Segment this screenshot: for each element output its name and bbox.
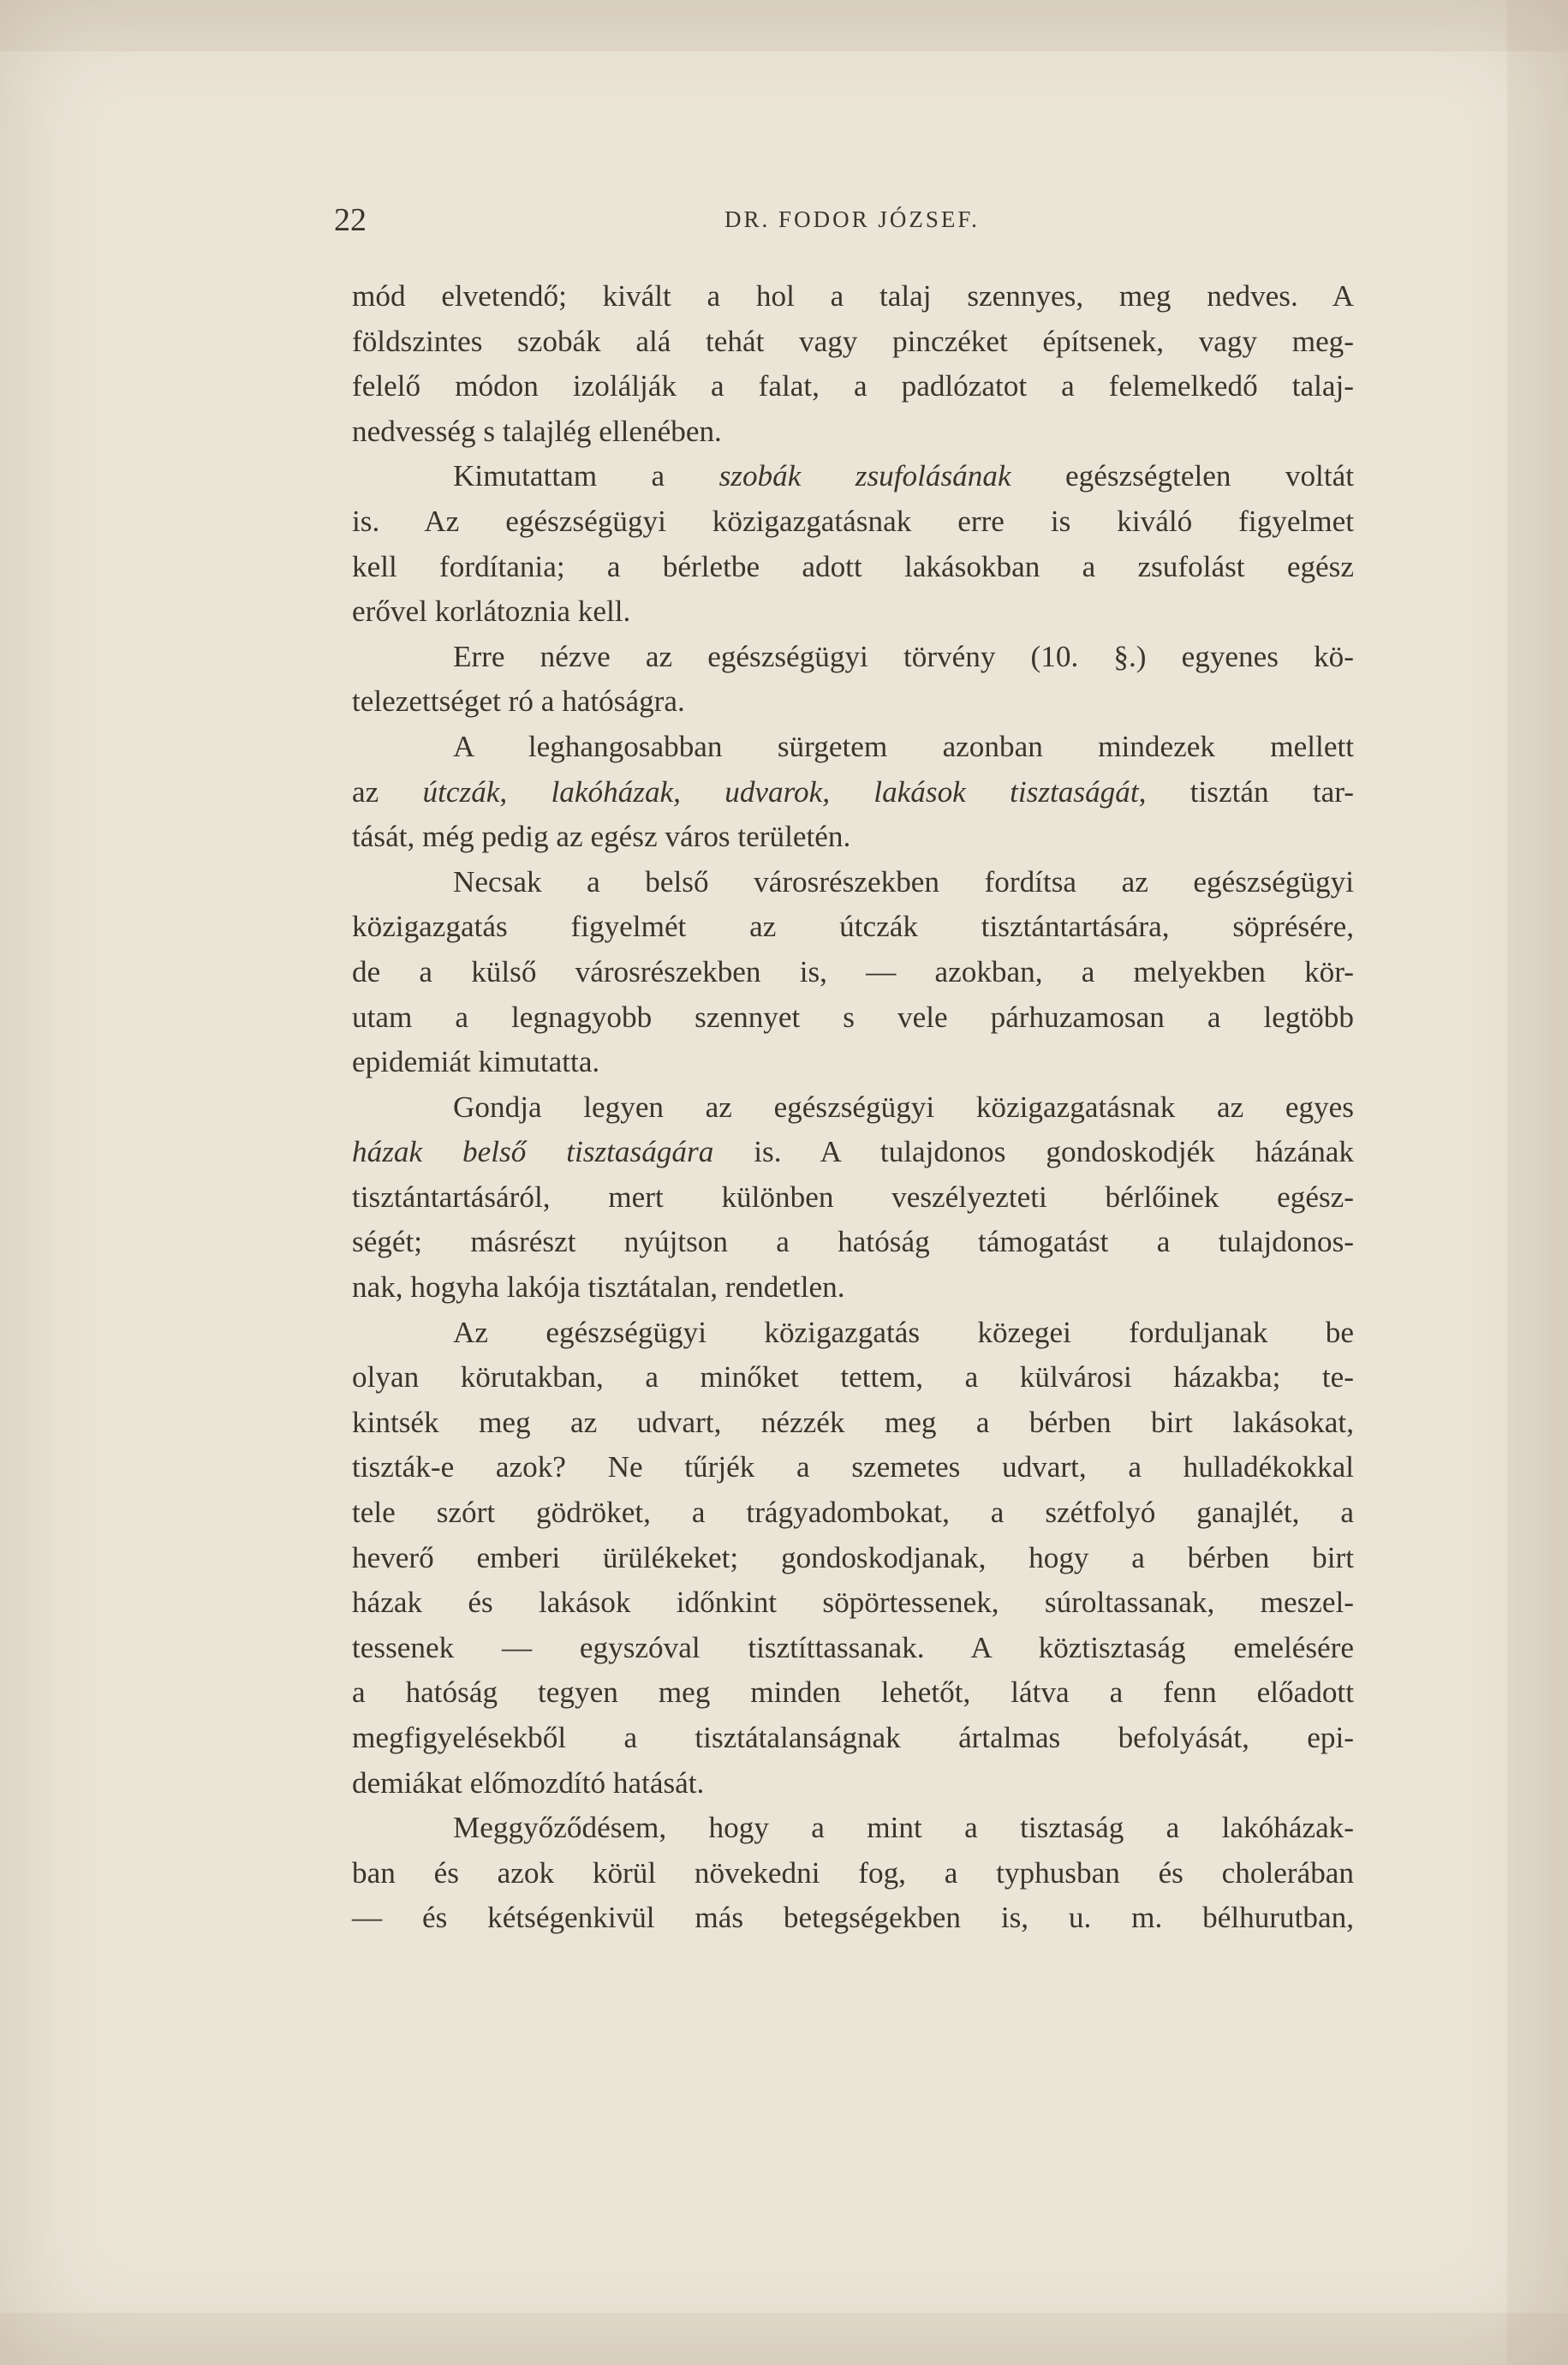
text-line: heverő emberi ürülékeket; gondoskodjanak, hogy a bérben birt [352, 1540, 1354, 1574]
text-line: de a külső városrészekben is, — azokban, a melyekben kör- [352, 954, 1354, 988]
text-line: tessenek — egyszóval tisztíttassanak. A köztisztaság emelésére [352, 1630, 1354, 1664]
emphasis: házak belső tisztaságára [352, 1135, 714, 1169]
text-line: házak és lakások időnkint söpörtessenek, súroltassanak, meszel- [352, 1586, 1354, 1620]
text-line: házak belső tisztaságára is. A tulajdonos gondoskodjék házának [352, 1135, 1354, 1169]
text-line: tisztántartásáról, mert különben veszélyezteti bérlőinek egész- [352, 1180, 1354, 1214]
text-line: kintsék meg az udvart, nézzék meg a bérben birt lakásokat, [352, 1405, 1354, 1439]
text-line: mód elvetendő; kivált a hol a talaj szennyes, meg nedves. A [352, 279, 1354, 313]
text-line: kell fordítania; a bérletbe adott lakásokban a zsufolást egész [352, 549, 1354, 583]
text-line: földszintes szobák alá tehát vagy pinczéket építsenek, vagy meg- [352, 324, 1354, 358]
body-text [352, 274, 1354, 1941]
text-line: nak, hogyha lakója tisztátalan, rendetlen. [352, 1270, 845, 1305]
text-line: tele szórt gödröket, a trágyadombokat, a szétfolyó ganajlét, a [352, 1496, 1354, 1530]
text-line: felelő módon izolálják a falat, a padlózatot a felemelkedő talaj- [352, 369, 1354, 403]
text-line: a hatóság tegyen meg minden lehetőt, látva a fenn előadott [352, 1675, 1354, 1710]
paper-stain [0, 0, 1568, 51]
text-line: is. Az egészségügyi közigazgatásnak erre is kiváló figyelmet [352, 504, 1354, 538]
running-head [334, 201, 1370, 253]
emphasis: útczák, lakóházak, udvarok, lakások tisztaságát, [422, 774, 1147, 809]
text-line: erővel korlátoznia kell. [352, 594, 631, 629]
text-line: Az egészségügyi közigazgatás közegei forduljanak be [453, 1315, 1354, 1349]
text-line: epidemiát kimutatta. [352, 1045, 600, 1079]
text-line: ban és azok körül növekedni fog, a typhusban és cholerában [352, 1855, 1354, 1890]
text-line: A leghangosabban sürgetem azonban mindezek mellett [453, 729, 1354, 763]
running-title: DR. FODOR JÓZSEF. [724, 206, 980, 232]
text-line: megfigyelésekből a tisztátalanságnak ártalmas befolyását, epi- [352, 1721, 1354, 1754]
text-line: Kimutattam a szobák zsufolásának egészségtelen voltát [453, 459, 1354, 493]
text-line: Gondja legyen az egészségügyi közigazgatásnak az egyes [453, 1090, 1354, 1124]
text-line: telezettséget ró a hatóságra. [352, 684, 685, 719]
text-line: Meggyőződésem, hogy a mint a tisztaság a lakóházak- [453, 1811, 1354, 1845]
text-line: tiszták-e azok? Ne tűrjék a szemetes udvart, a hulladékokkal [352, 1450, 1354, 1484]
text-line: Necsak a belső városrészekben fordítsa az egészségügyi [453, 864, 1354, 899]
text-line: — és kétségenkivül más betegségekben is, u. m. bélhurutban, [352, 1901, 1354, 1935]
text-line: utam a legnagyobb szennyet s vele párhuzamosan a legtöbb [352, 1000, 1354, 1034]
text-line: közigazgatás figyelmét az útczák tisztántartására, söprésére, [352, 910, 1354, 944]
text-line: Erre nézve az egészségügyi törvény (10. §.) egyenes kö- [453, 639, 1354, 673]
text-line: demiákat előmozdító hatását. [352, 1765, 705, 1800]
text-line: olyan körutakban, a minőket tettem, a külvárosi házakba; te- [352, 1360, 1354, 1395]
text-line: ségét; másrészt nyújtson a hatóság támogatást a tulajdonos- [352, 1225, 1354, 1259]
text-line: nedvesség s talajlég ellenében. [352, 414, 722, 448]
page-number: 22 [334, 202, 367, 238]
emphasis: szobák zsufolásának [718, 459, 1011, 493]
text-line: az útczák, lakóházak, udvarok, lakások tisztaságát, tisztán tar- [352, 774, 1354, 809]
paper-stain [1507, 0, 1568, 2365]
paper-stain [0, 2313, 1568, 2365]
text-line: tását, még pedig az egész város területén. [352, 820, 851, 854]
